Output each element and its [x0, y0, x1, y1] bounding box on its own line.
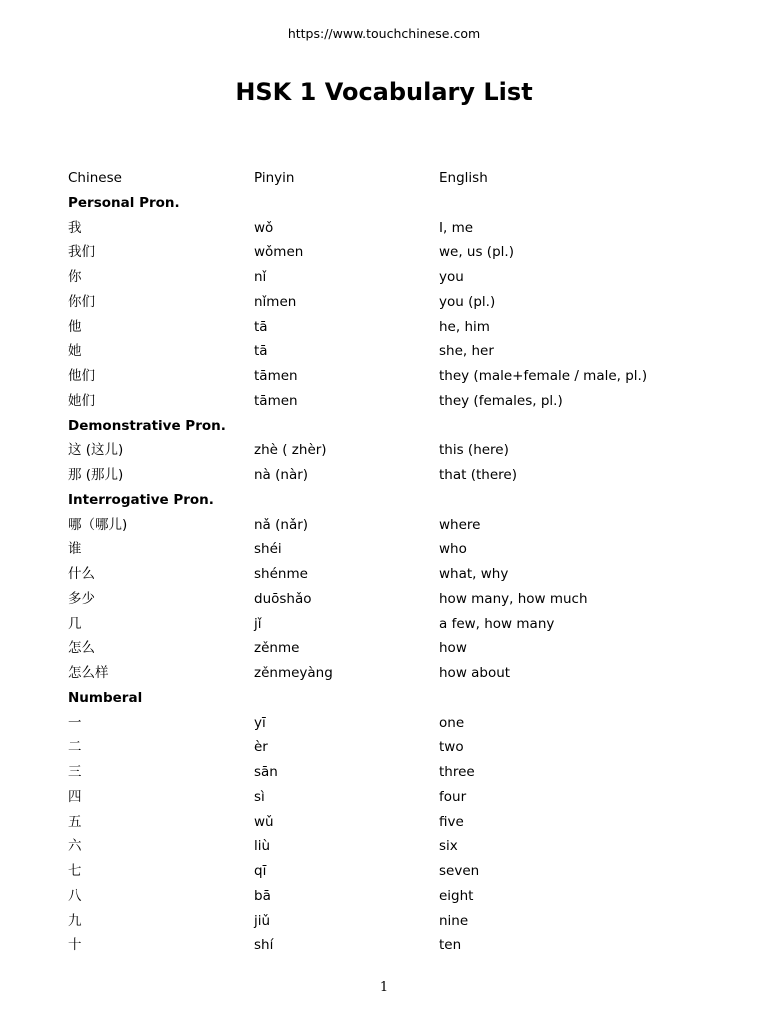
table-row — [68, 315, 708, 340]
table-row — [68, 587, 708, 612]
table-row — [68, 438, 708, 463]
chinese-cell: 她们 — [68, 392, 95, 409]
section-label: Demonstrative Pron. — [68, 417, 226, 434]
pinyin-cell: tā — [254, 343, 268, 360]
chinese-cell: 二 — [68, 739, 82, 756]
section-header-row — [68, 191, 708, 216]
english-cell: who — [439, 541, 467, 558]
table-row — [68, 834, 708, 859]
column-header-chinese: Chinese — [68, 170, 122, 186]
table-row — [68, 537, 708, 562]
pinyin-cell: wǔ — [254, 813, 274, 830]
pinyin-cell: èr — [254, 739, 268, 756]
english-cell: I, me — [439, 219, 474, 236]
chinese-cell: 那 (那儿) — [68, 467, 124, 483]
table-row — [68, 884, 708, 909]
pinyin-cell: nà (nàr) — [254, 467, 309, 483]
chinese-cell: 多少 — [68, 590, 95, 607]
english-cell: she, her — [439, 343, 494, 360]
section-header-row — [68, 488, 708, 513]
table-row — [68, 612, 708, 637]
column-header-english: English — [439, 170, 488, 186]
chinese-cell: 这 (这儿) — [68, 442, 124, 459]
table-row — [68, 513, 708, 538]
english-cell: four — [439, 788, 467, 805]
section-label: Numberal — [68, 689, 143, 706]
pinyin-cell: duōshǎo — [254, 590, 312, 607]
chinese-cell: 三 — [68, 764, 82, 780]
pinyin-cell: bā — [254, 887, 271, 904]
english-cell: where — [439, 516, 481, 533]
column-header-pinyin: Pinyin — [254, 170, 295, 186]
english-cell: you — [439, 269, 464, 285]
english-cell: ten — [439, 937, 462, 954]
pinyin-cell: nǎ (nǎr) — [254, 516, 309, 533]
english-cell: five — [439, 813, 464, 830]
pinyin-cell: tāmen — [254, 368, 298, 384]
pinyin-cell: shéi — [254, 541, 282, 558]
pinyin-cell: liù — [254, 838, 271, 855]
chinese-cell: 七 — [68, 863, 82, 879]
table-row — [68, 661, 708, 686]
vocabulary-table — [68, 166, 708, 958]
english-cell: we, us (pl.) — [439, 244, 514, 261]
english-cell: he, him — [439, 318, 490, 335]
pinyin-cell: sān — [254, 764, 278, 780]
table-row — [68, 562, 708, 587]
section-label: Personal Pron. — [68, 194, 180, 211]
chinese-cell: 六 — [68, 838, 82, 855]
english-cell: how — [439, 640, 467, 657]
chinese-cell: 怎么样 — [68, 665, 109, 681]
english-cell: this (here) — [439, 442, 509, 459]
english-cell: a few, how many — [439, 615, 555, 632]
pinyin-cell: wǒ — [254, 219, 274, 236]
chinese-cell: 九 — [68, 912, 82, 929]
table-row — [68, 339, 708, 364]
pinyin-cell: shí — [254, 937, 274, 954]
table-row — [68, 240, 708, 265]
english-cell: two — [439, 739, 464, 756]
chinese-cell: 她 — [68, 343, 82, 360]
pinyin-cell: jiǔ — [254, 912, 271, 929]
english-cell: that (there) — [439, 467, 517, 483]
table-row — [68, 760, 708, 785]
english-cell: one — [439, 714, 465, 731]
pinyin-cell: zhè ( zhèr) — [254, 442, 327, 459]
pinyin-cell: zěnme — [254, 640, 300, 657]
table-row — [68, 909, 708, 934]
table-row — [68, 711, 708, 736]
chinese-cell: 他们 — [68, 368, 95, 384]
pinyin-cell: wǒmen — [254, 244, 304, 261]
chinese-cell: 你 — [68, 269, 82, 285]
english-cell: how about — [439, 665, 511, 681]
pinyin-cell: tāmen — [254, 392, 298, 409]
pinyin-cell: shénme — [254, 566, 308, 582]
pinyin-cell: nǐ — [254, 269, 267, 285]
table-row — [68, 735, 708, 760]
pinyin-cell: qī — [254, 863, 267, 879]
pinyin-cell: yī — [254, 714, 266, 731]
chinese-cell: 几 — [68, 615, 82, 632]
pinyin-cell: zěnmeyàng — [254, 665, 333, 681]
chinese-cell: 四 — [68, 788, 82, 805]
chinese-cell: 怎么 — [68, 640, 95, 657]
chinese-cell: 八 — [68, 887, 82, 904]
table-row — [68, 389, 708, 414]
table-row — [68, 810, 708, 835]
pinyin-cell: tā — [254, 318, 268, 335]
table-row — [68, 933, 708, 958]
chinese-cell: 我们 — [68, 244, 95, 261]
section-header-row — [68, 686, 708, 711]
pinyin-cell: jǐ — [254, 615, 262, 632]
chinese-cell: 一 — [68, 714, 82, 731]
table-row — [68, 216, 708, 241]
chinese-cell: 你们 — [68, 293, 95, 310]
table-row — [68, 265, 708, 290]
english-cell: you (pl.) — [439, 293, 496, 310]
english-cell: three — [439, 764, 475, 780]
pinyin-cell: sì — [254, 788, 265, 805]
header-url: https://www.touchchinese.com — [287, 26, 481, 41]
table-row — [68, 463, 708, 488]
english-cell: eight — [439, 887, 474, 904]
english-cell: seven — [439, 863, 480, 879]
table-row — [68, 290, 708, 315]
english-cell: six — [439, 838, 458, 855]
english-cell: they (male+female / male, pl.) — [439, 368, 648, 384]
chinese-cell: 什么 — [68, 566, 95, 582]
table-row — [68, 364, 708, 389]
page-title: HSK 1 Vocabulary List — [235, 78, 533, 106]
chinese-cell: 十 — [68, 937, 82, 954]
chinese-cell: 谁 — [68, 541, 82, 558]
chinese-cell: 他 — [68, 318, 82, 335]
chinese-cell: 哪（哪儿) — [68, 516, 128, 533]
section-label: Interrogative Pron. — [68, 491, 214, 508]
table-header-row — [68, 166, 708, 191]
chinese-cell: 五 — [68, 813, 82, 830]
table-row — [68, 859, 708, 884]
english-cell: what, why — [439, 566, 509, 582]
chinese-cell: 我 — [68, 219, 82, 236]
page-number: 1 — [379, 980, 389, 995]
table-row — [68, 636, 708, 661]
english-cell: they (females, pl.) — [439, 392, 563, 409]
english-cell: how many, how much — [439, 590, 588, 607]
section-header-row — [68, 414, 708, 439]
pinyin-cell: nǐmen — [254, 293, 297, 310]
english-cell: nine — [439, 912, 469, 929]
table-row — [68, 785, 708, 810]
